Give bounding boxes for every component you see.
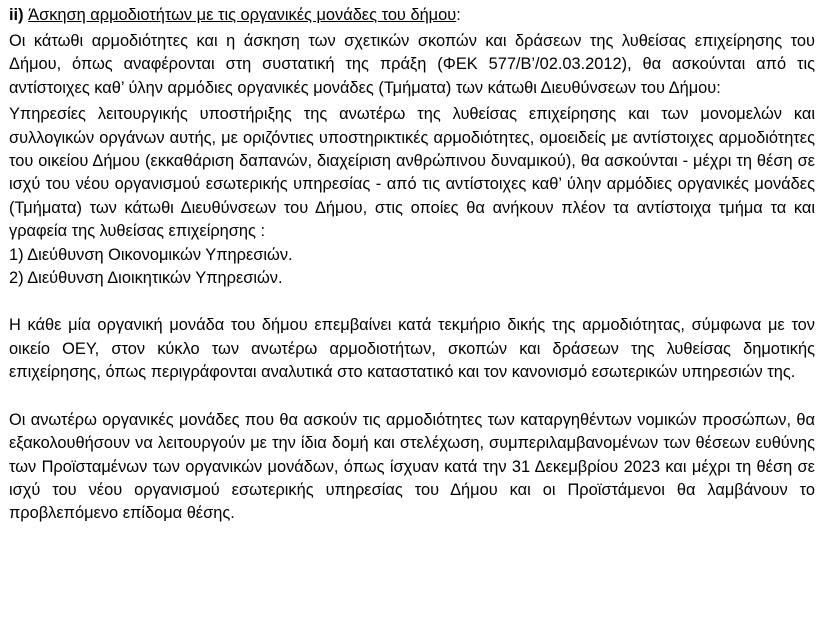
document-page xyxy=(9,3,815,526)
spacer xyxy=(9,385,815,409)
paragraph-continuation: Οι ανωτέρω οργανικές μονάδες που θα ασκούν τις αρμοδιότητες των καταργηθέντων νομικών προσώπων, θα εξακολουθήσουν να λειτουργούν με την ίδια δομή και στελέχωση, συμπεριλαμβανομένων των θέσεων ευθύνης των Προϊσταμένων των οργανικών μονάδων, όπως ίσχυαν κατά την 31 Δεκεμβρίου 2023 και μέχρι τη θέση σε ισχύ του νέου οργανισμού εσωτερικής υπηρεσίας του Δήμου και οι Προϊστάμενοι θα λαμβάνουν το προβλεπόμενο επίδομα θέσης. xyxy=(9,410,815,523)
paragraph-support-services: Υπηρεσίες λειτουργικής υποστήριξης της ανωτέρω της λυθείσας επιχείρησης και των μονομελών και συλλογικών οργάνων αυτής, με οριζόντιες υποστηρικτικές αρμοδιότητες, ομοειδείς με αντίστοιχες αρμοδιότητες του οικείου Δήμου (εκκαθάριση δαπανών, διαχείριση ανθρώπινου δυναμικού), θα ασκούνται - μέχρι τη θέση σε ισχύ του νέου οργανισμού εσωτερικής υπηρεσίας - από τις αντίστοιχες καθ’ ύλην αρμόδιες οργανικές μονάδες (Τμήματα) των κάτωθι Διευθύνσεων του Δήμου, στις οποίες θα ανήκουν πλέον τα αντίστοιχα τμήμα τα και γραφεία της λυθείσας επιχείρησης : xyxy=(9,105,815,241)
list-item-administrative: 2) Διεύθυνση Διοικητικών Υπηρεσιών. xyxy=(9,269,283,288)
paragraph-intro: Οι κάτωθι αρμοδιότητες και η άσκηση των σχετικών σκοπών και δράσεων της λυθείσας επιχείρησης του Δήμου, όπως αναφέρονται στη συστατική της πράξη (ΦΕΚ 577/Β’/02.03.2012), θα ασκούνται από τις αντίστοιχες καθ’ ύλην αρμόδιες οργανικές μονάδες (Τμήματα) των κάτωθι Διευθύνσεων του Δήμου: xyxy=(9,32,815,97)
section-number: ii) xyxy=(9,6,24,24)
spacer xyxy=(9,290,815,314)
section-heading xyxy=(9,3,815,27)
list-item-financial: 1) Διεύθυνση Οικονομικών Υπηρεσιών. xyxy=(9,245,293,264)
paragraph-competence: Η κάθε μία οργανική μονάδα του δήμου επεμβαίνει κατά τεκμήριο δικής της αρμοδιότητας, σύμφωνα με τον οικείο ΟΕΥ, στον κύκλο των ανωτέρω αρμοδιοτήτων, σκοπών και δράσεων της λυθείσας δημοτικής επιχείρησης, όπως περιγράφονται αναλυτικά στο καταστατικό και τον κανονισμό εσωτερικών υπηρεσιών της. xyxy=(9,316,815,382)
section-colon: : xyxy=(456,6,461,24)
section-title: Άσκηση αρμοδιοτήτων με τις οργανικές μονάδες του δήμου xyxy=(28,6,457,24)
